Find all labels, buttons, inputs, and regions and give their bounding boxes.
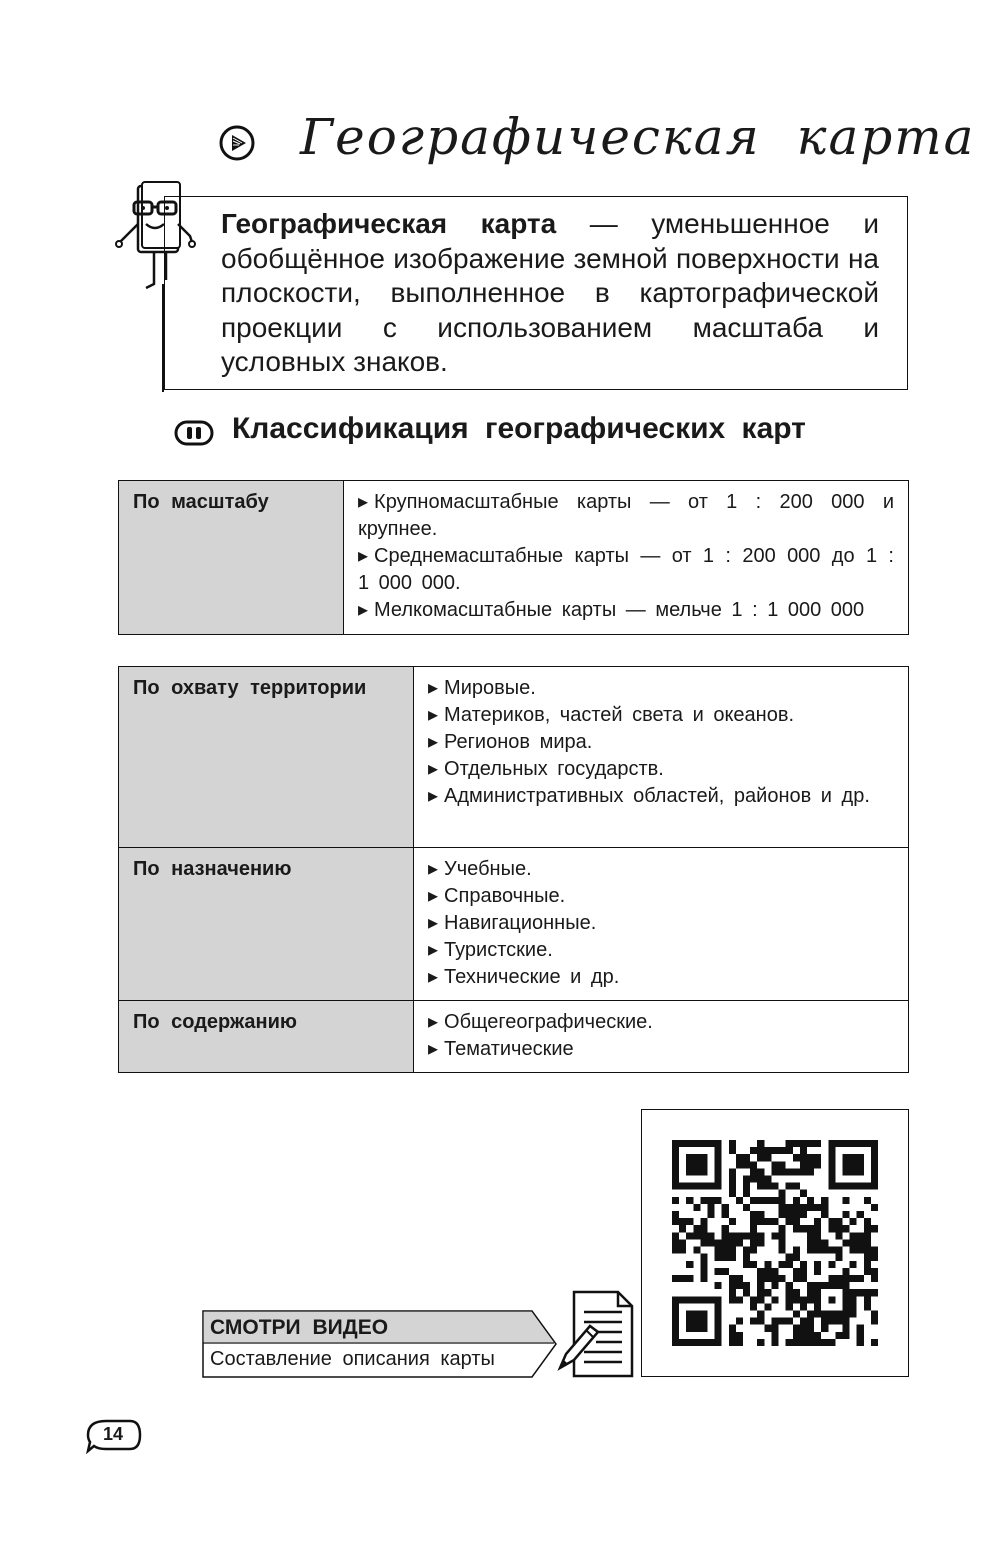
qr-code-frame bbox=[641, 1109, 909, 1377]
list-item: ▸ Мировые. bbox=[428, 675, 894, 702]
document-pencil-icon bbox=[556, 1288, 636, 1380]
scale-classification-table bbox=[118, 480, 909, 635]
definition-text: — уменьшенное и обобщённое изображение земной поверхности на плоскости, выполненное в картографической проекции с использованием масштаба и условных знаков. bbox=[221, 208, 879, 378]
row-items bbox=[414, 667, 909, 848]
list-item: ▸ Административных областей, районов и др. bbox=[428, 783, 894, 810]
table-row bbox=[119, 848, 909, 1001]
video-heading: СМОТРИ ВИДЕО bbox=[210, 1316, 389, 1339]
page-title: Географическая карта bbox=[300, 108, 976, 166]
row-label: По охвату территории bbox=[119, 667, 414, 848]
list-item: ▸ Тематические bbox=[428, 1036, 894, 1063]
list-item: ▸ Отдельных государств. bbox=[428, 756, 894, 783]
list-item: ▸ Учебные. bbox=[428, 856, 894, 883]
list-item: ▸ Регионов мира. bbox=[428, 729, 894, 756]
list-item: ▸ Справочные. bbox=[428, 883, 894, 910]
section-heading: Классификация географических карт bbox=[232, 412, 806, 445]
page-number: 14 bbox=[102, 1424, 124, 1444]
table-row bbox=[119, 1001, 909, 1073]
row-label: По назначению bbox=[119, 848, 414, 1001]
row-items bbox=[414, 1001, 909, 1073]
table-row bbox=[119, 481, 909, 635]
row-label: По масштабу bbox=[119, 481, 344, 635]
row-items bbox=[344, 481, 909, 635]
list-item: ▸ Общегеографические. bbox=[428, 1009, 894, 1036]
list-item: ▸ Материков, частей света и океанов. bbox=[428, 702, 894, 729]
list-item: ▸ Технические и др. bbox=[428, 964, 894, 991]
table-row bbox=[119, 667, 909, 848]
play-circle-icon bbox=[218, 124, 256, 162]
list-item: ▸ Мелкомасштабные карты — мельче 1 : 1 000 000 bbox=[358, 597, 894, 624]
row-items bbox=[414, 848, 909, 1001]
classification-table bbox=[118, 666, 909, 1073]
qr-code[interactable] bbox=[672, 1140, 878, 1346]
list-item: ▸ Крупномасштабные карты — от 1 : 200 000 и крупнее. bbox=[358, 489, 894, 543]
definition-term: Географическая карта bbox=[221, 208, 557, 239]
list-item: ▸ Навигационные. bbox=[428, 910, 894, 937]
definition-box bbox=[164, 196, 908, 390]
video-caption[interactable]: Составление описания карты bbox=[210, 1348, 495, 1370]
list-item: ▸ Туристские. bbox=[428, 937, 894, 964]
pause-pill-icon bbox=[174, 420, 214, 446]
list-item: ▸ Среднемасштабные карты — от 1 : 200 000 до 1 : 1 000 000. bbox=[358, 543, 894, 597]
row-label: По содержанию bbox=[119, 1001, 414, 1073]
